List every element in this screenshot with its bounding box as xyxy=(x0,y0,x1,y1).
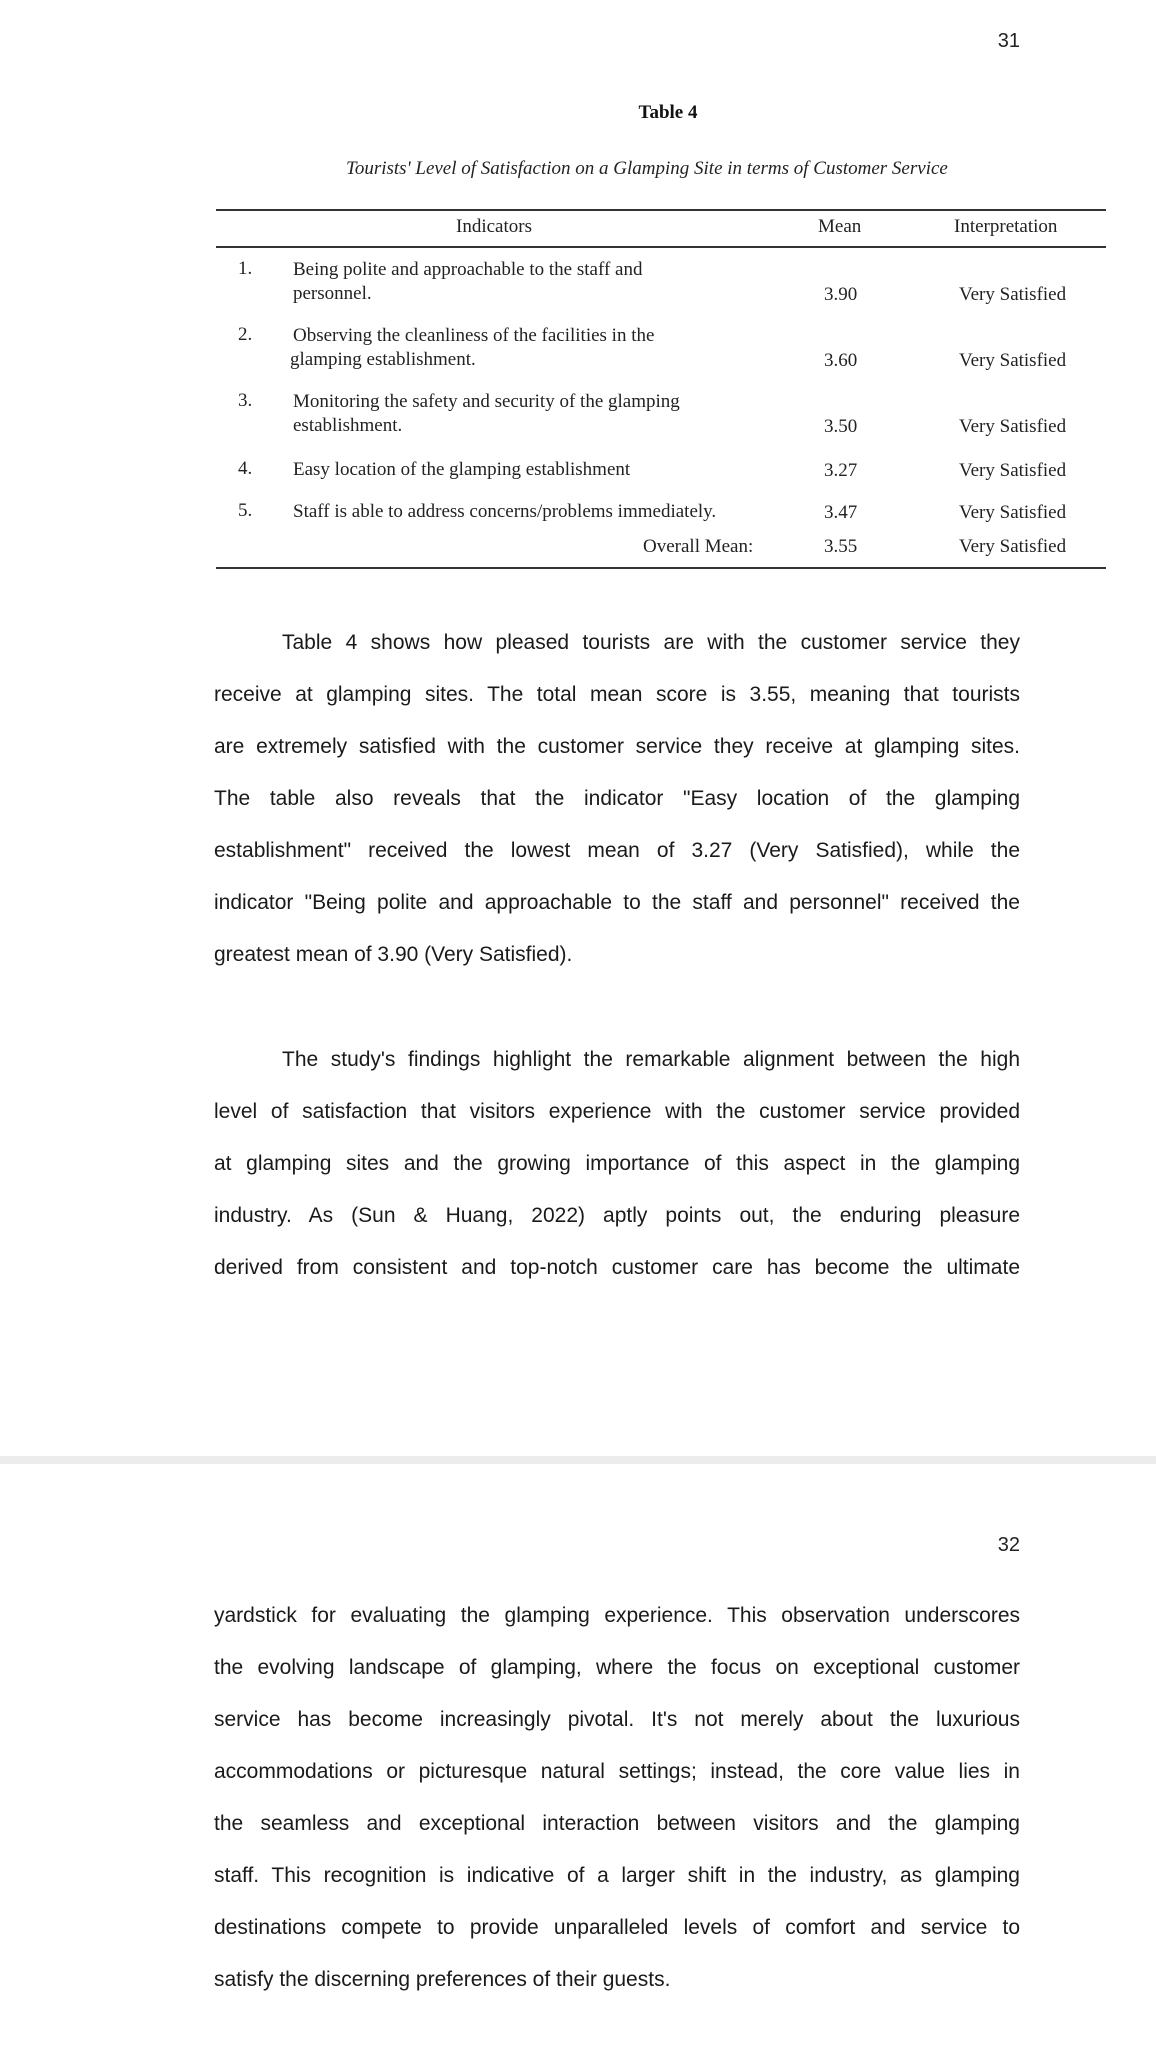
header-indicators: Indicators xyxy=(456,216,532,237)
row-mean: 3.47 xyxy=(824,502,858,523)
paragraph-continued: yardstick for evaluating the glamping experience. This observation underscores the evolving landscape of glamping, where the focus on exceptional customer service has become increasingly pivotal. It's not merely about the luxurious accommodations or picturesque natural settings; instead, the core value lies in the seamless and exceptional interaction between visitors and the glamping staff. This recognition is indicative of a larger shift in the industry, as glamping destinations compete to provide unparalleled levels of comfort and service to satisfy the discerning preferences of their guests. xyxy=(214,1604,1020,1991)
row-mean: 3.90 xyxy=(824,284,858,305)
header-interpretation: Interpretation xyxy=(954,216,1058,237)
row-mean: 3.60 xyxy=(824,350,858,371)
row-mean: 3.50 xyxy=(824,416,858,437)
row-indicator: Being polite and approachable to the staff and personnel. xyxy=(293,259,643,304)
table-top-rule xyxy=(216,209,1106,211)
page-number: 31 xyxy=(997,30,1020,52)
row-interpretation: Very Satisfied xyxy=(959,284,1067,305)
paragraph-table-summary: Table 4 shows how pleased tourists are with the customer service they receive at glamping sites. The total mean score is 3.55, meaning that tourists are extremely satisfied with the customer service they receive at glamping sites. The table also reveals that the indicator "Easy location of the glamping establishment" received the lowest mean of 3.27 (Very Satisfied), while the indicator "Being polite and approachable to the staff and personnel" received the greatest mean of 3.90 (Very Satisfied). xyxy=(214,631,1020,966)
row-mean: 3.27 xyxy=(824,460,858,481)
row-number: 4. xyxy=(238,458,253,479)
paragraph-findings: The study's findings highlight the remarkable alignment between the high level of satisfaction that visitors experience with the customer service provided at glamping sites and the growing importance of this aspect in the glamping industry. As (Sun & Huang, 2022) aptly points out, the enduring pleasure derived from consistent and top-notch customer care has become the ultimate xyxy=(214,1048,1020,1279)
row-interpretation: Very Satisfied xyxy=(959,416,1067,437)
row-number: 2. xyxy=(238,324,253,345)
page-separator xyxy=(0,1456,1156,1464)
table-caption: Tourists' Level of Satisfaction on a Glamping Site in terms of Customer Service xyxy=(346,158,948,179)
row-indicator: Easy location of the glamping establishment xyxy=(293,459,631,480)
header-mean: Mean xyxy=(818,216,862,237)
row-interpretation: Very Satisfied xyxy=(959,350,1067,371)
satisfaction-table xyxy=(216,208,1106,570)
overall-mean-value: 3.55 xyxy=(824,536,858,557)
row-number: 3. xyxy=(238,390,253,411)
table-label: Table 4 xyxy=(638,102,698,123)
table-bottom-rule xyxy=(216,567,1106,569)
row-indicator: Observing the cleanliness of the facilities in the glamping establishment. xyxy=(290,325,655,370)
overall-interpretation: Very Satisfied xyxy=(959,536,1067,557)
row-interpretation: Very Satisfied xyxy=(959,460,1067,481)
overall-mean-label: Overall Mean: xyxy=(643,536,754,557)
document-page-32 xyxy=(0,1464,1156,2048)
row-number: 5. xyxy=(238,500,253,521)
page-number: 32 xyxy=(997,1534,1020,1556)
row-indicator: Monitoring the safety and security of the glamping establishment. xyxy=(293,391,680,436)
row-interpretation: Very Satisfied xyxy=(959,502,1067,523)
table-header-rule xyxy=(216,246,1106,248)
row-indicator: Staff is able to address concerns/problems immediately. xyxy=(293,501,717,522)
row-number: 1. xyxy=(238,258,253,279)
